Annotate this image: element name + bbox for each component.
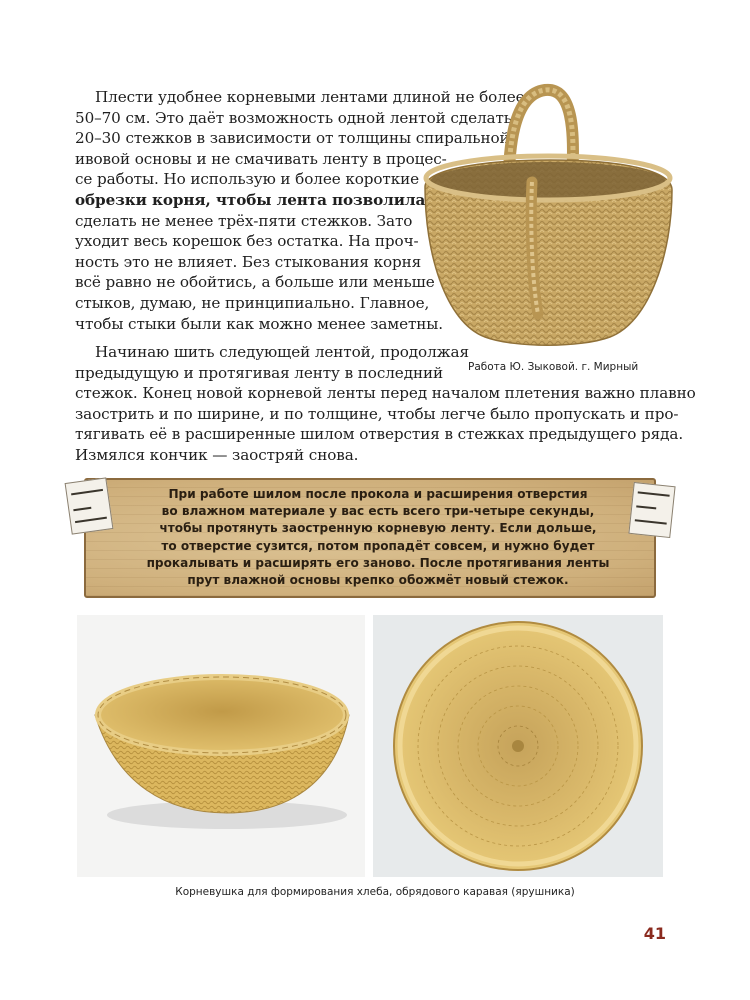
text-line: уходит весь корешок без остатка. На проч- <box>75 232 419 251</box>
page-number: 41 <box>643 924 666 943</box>
tip-line: прут влажной основы крепко обожмёт новый стежок. <box>187 573 569 588</box>
text-line: 20–30 стежков в зависимости от толщины спиральной <box>75 129 510 148</box>
bread-tray-top-photo <box>373 615 663 877</box>
text-line: 50–70 см. Это даёт возможность одной лентой сделать <box>75 108 512 127</box>
text-line: тягивать её в расширенные шилом отверстия в стежках предыдущего ряда. <box>75 425 684 444</box>
tip-line: При работе шилом после прокола и расширения отверстия <box>168 487 588 501</box>
text-line: заострить и по ширине, и по толщине, чтобы легче было пропускать и про- <box>75 404 679 423</box>
paragraph-2-start <box>75 342 469 383</box>
photos-caption: Корневушка для формирования хлеба, обрядового каравая (ярушника) <box>175 886 575 898</box>
photo-caption: Работа Ю. Зыковой. г. Мирный <box>468 361 639 373</box>
text-line: стежок. Конец новой корневой ленты перед началом плетения важно плавно <box>75 384 696 402</box>
text-line: сделать не менее трёх-пяти стежков. Зато <box>75 211 413 230</box>
birch-bark-decoration <box>628 482 675 538</box>
birch-bark-decoration <box>65 477 114 534</box>
text-line: Начинаю шить следующей лентой, продолжая <box>95 343 469 361</box>
paragraph-1 <box>75 87 525 334</box>
tip-line: прокалывать и расширять его заново. После протягивания ленты <box>146 555 610 570</box>
text-line: Измялся кончик — заостряй снова. <box>75 445 359 464</box>
text-line: Плести удобнее корневыми лентами длиной не более <box>95 88 525 106</box>
text-line-bold: обрезки корня, чтобы лента позволила <box>75 190 426 209</box>
basket-with-handle-photo <box>420 82 675 352</box>
tip-note-board <box>68 472 673 602</box>
text-line: ивовой основы и не смачивать ленту в процес- <box>75 149 447 168</box>
tip-line: то отверстие сузится, потом пропадёт совсем, и нужно будет <box>161 538 595 553</box>
tip-line: во влажном материале у вас есть всего три-четыре секунды, <box>161 504 595 519</box>
text-line: ность это не влияет. Без стыкования корня <box>75 252 422 271</box>
paragraph-2-continued <box>75 383 696 465</box>
text-line: се работы. Но использую и более короткие <box>75 170 420 189</box>
text-line: чтобы стыки были как можно менее заметны. <box>75 314 444 333</box>
text-line: всё равно не обойтись, а больше или меньше <box>75 273 435 292</box>
text-line: стыков, думаю, не принципиально. Главное, <box>75 293 430 312</box>
bread-bowl-side-photo <box>77 615 365 877</box>
tip-line: чтобы протянуть заостренную корневую ленту. Если дольше, <box>159 521 597 536</box>
text-line: предыдущую и протягивая ленту в последний <box>75 363 444 382</box>
tip-text <box>138 486 618 589</box>
